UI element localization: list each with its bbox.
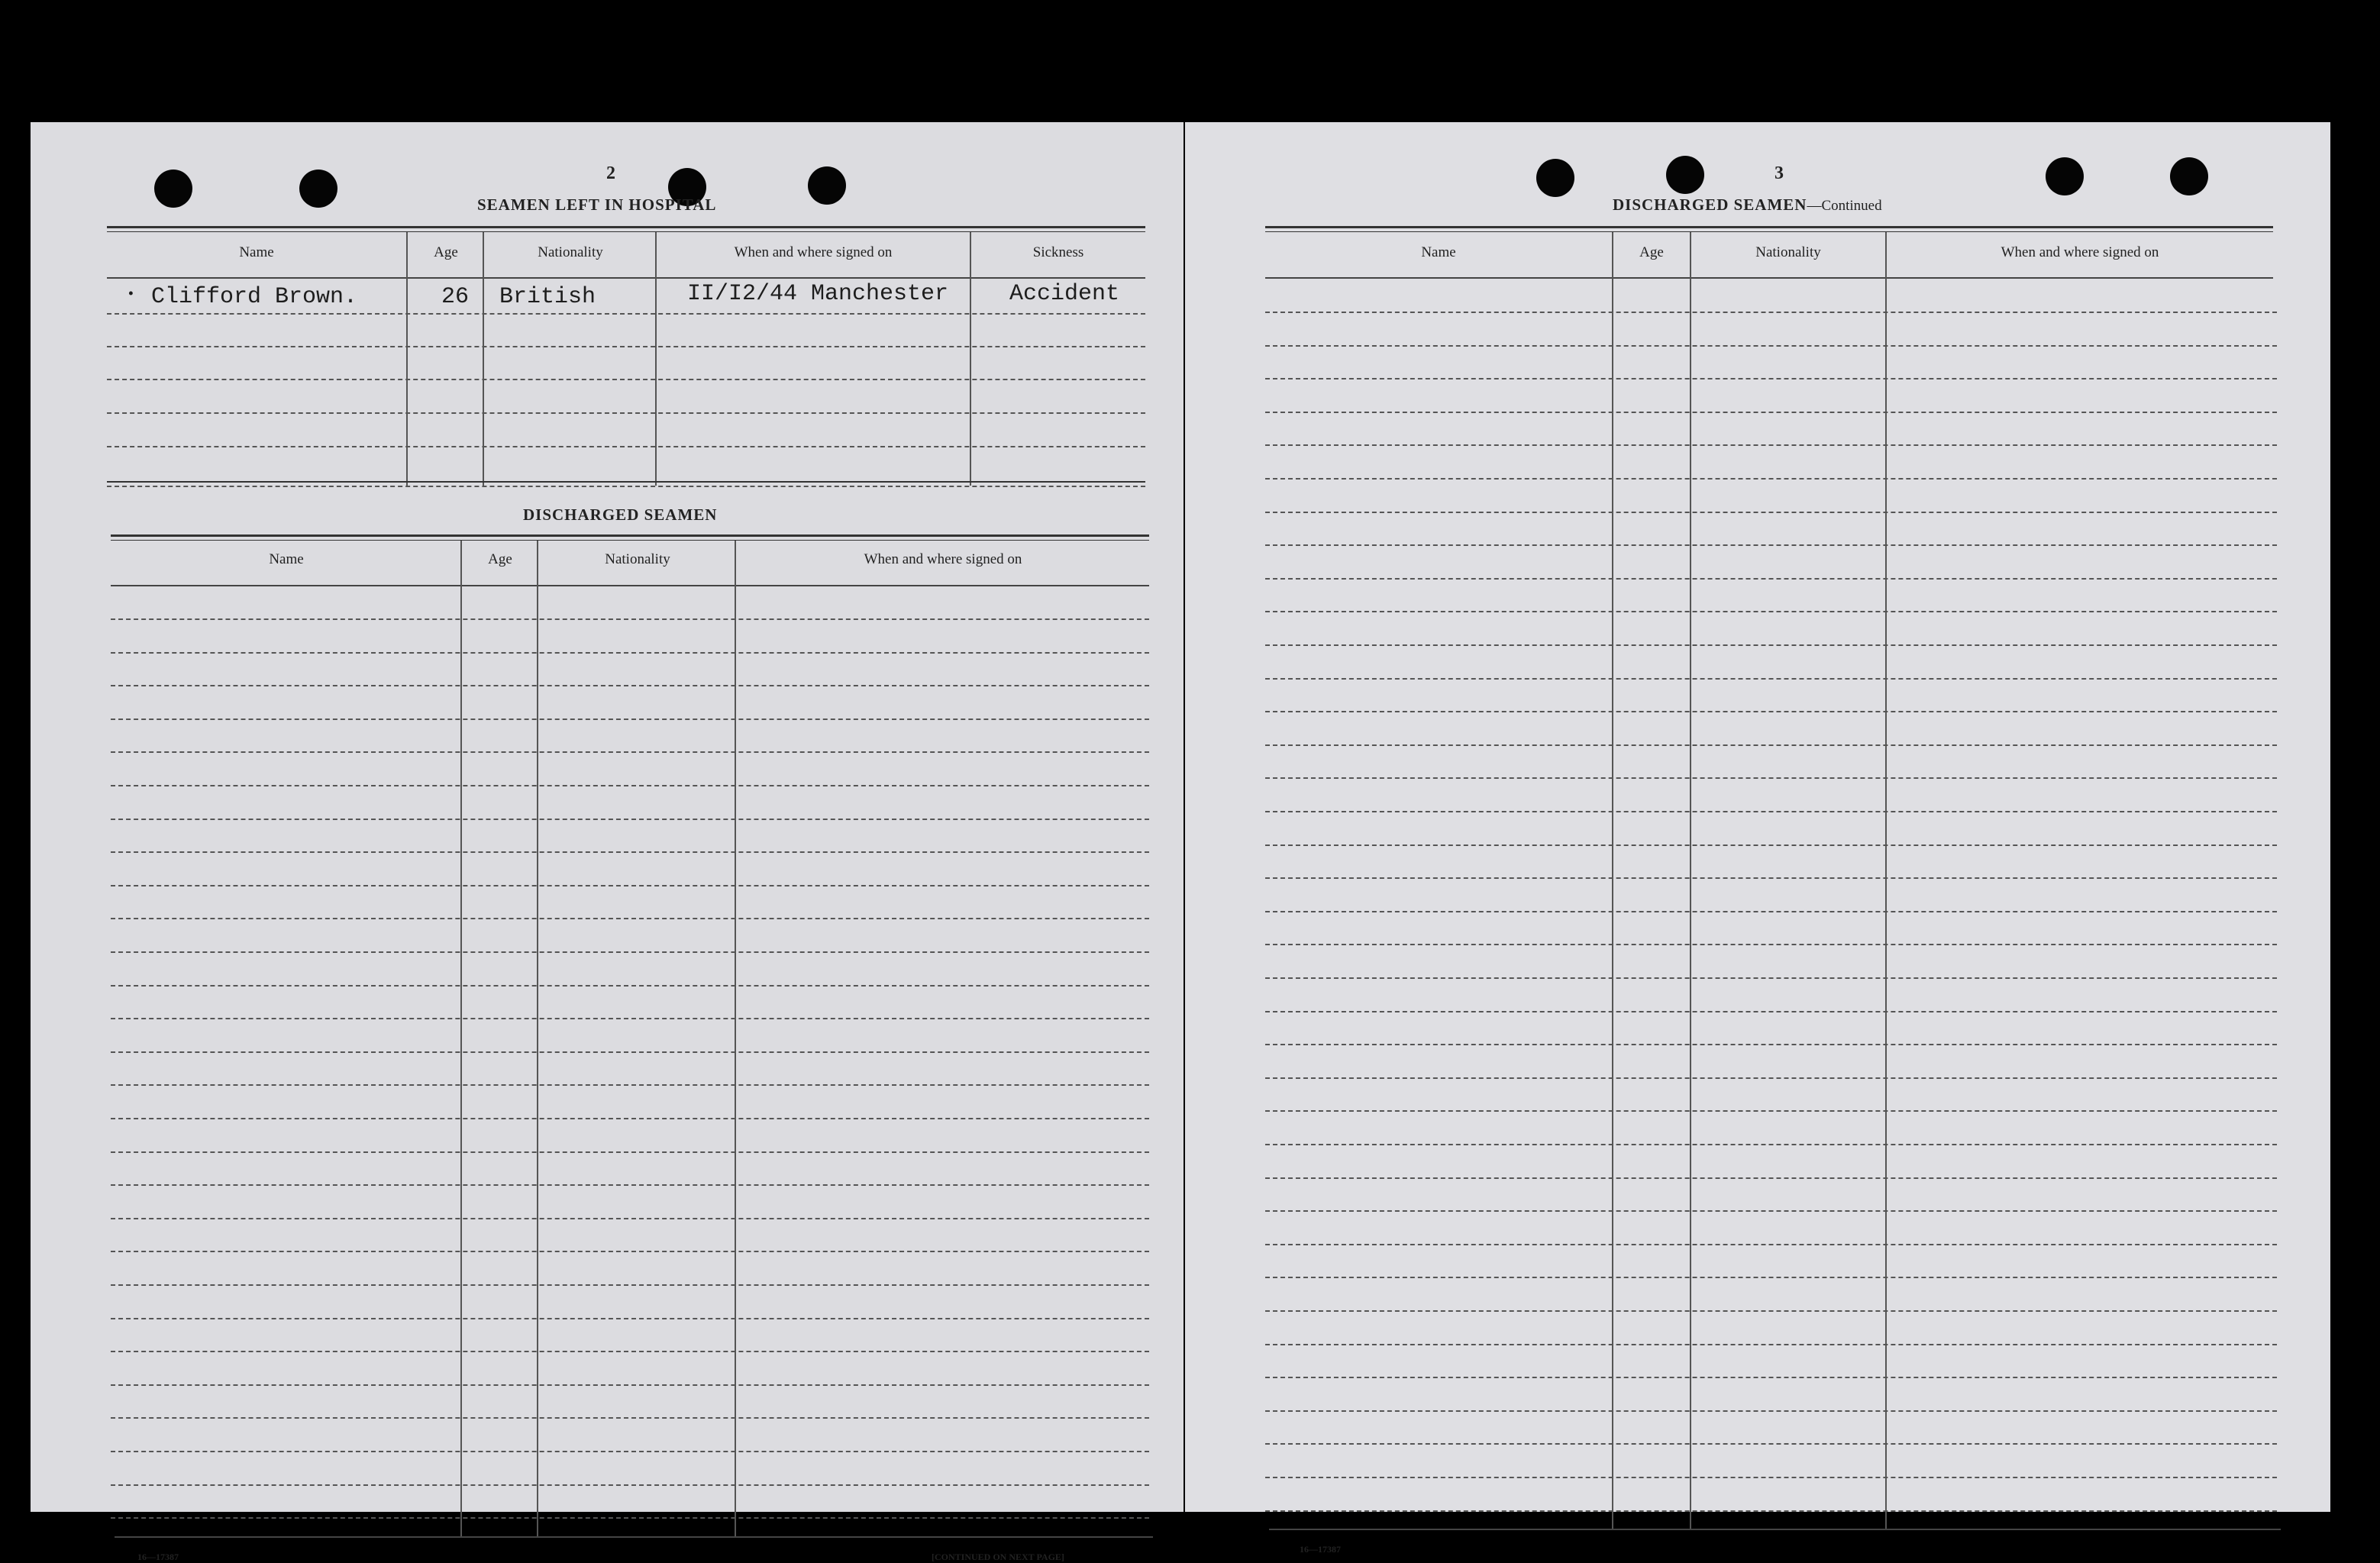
punch-hole	[299, 170, 337, 208]
row-line	[1265, 378, 2277, 379]
row-line	[1265, 578, 2277, 580]
table-bottom-rule	[107, 481, 1145, 483]
table-top-rule	[111, 540, 1149, 541]
row-line	[111, 1218, 1149, 1219]
row-marker: •	[127, 287, 135, 302]
row-line	[111, 885, 1149, 886]
row-line	[1265, 711, 2277, 712]
header-underline	[111, 585, 1149, 586]
column-divider	[1612, 232, 1613, 1530]
col-header-age: Age	[434, 244, 458, 260]
row-line	[107, 379, 1145, 380]
row-line	[107, 446, 1145, 447]
col-header-age: Age	[488, 551, 512, 567]
row-line	[111, 1051, 1149, 1053]
row-line	[1265, 544, 2277, 546]
row-line	[111, 652, 1149, 654]
row-line	[111, 1184, 1149, 1186]
row-line	[1265, 877, 2277, 879]
row-line	[1265, 911, 2277, 912]
column-divider	[970, 232, 971, 486]
row-line	[111, 685, 1149, 686]
row-line	[111, 1384, 1149, 1386]
row-line	[1265, 312, 2277, 313]
column-divider	[406, 232, 408, 486]
row-line	[111, 1318, 1149, 1319]
row-line	[1265, 944, 2277, 945]
row-line	[1265, 1144, 2277, 1145]
row-line	[111, 1284, 1149, 1286]
left-page	[31, 122, 1184, 1562]
col-header-nationality: Nationality	[605, 551, 670, 567]
row-line	[111, 1484, 1149, 1486]
page-number: 3	[1775, 163, 1784, 183]
row-line	[1265, 512, 2277, 513]
punch-hole	[154, 170, 192, 208]
seaman-age: 26	[441, 284, 470, 310]
seaman-sickness: Accident	[1009, 281, 1120, 307]
row-line	[1265, 478, 2277, 480]
row-line	[111, 985, 1149, 987]
row-line	[1265, 611, 2277, 612]
col-header-name: Name	[269, 551, 304, 567]
table-top-rule	[111, 534, 1149, 537]
punch-hole	[1666, 156, 1704, 194]
form-number: 16—17387	[1300, 1544, 1341, 1555]
row-line	[111, 1351, 1149, 1352]
column-divider	[1885, 232, 1887, 1530]
row-line	[107, 346, 1145, 347]
row-line	[1265, 644, 2277, 646]
row-line	[111, 951, 1149, 953]
row-line	[107, 313, 1145, 315]
column-divider	[1690, 232, 1691, 1530]
table-bottom-rule	[115, 1536, 1153, 1538]
punch-hole	[1536, 159, 1574, 197]
col-header-age: Age	[1639, 244, 1664, 260]
row-line	[111, 819, 1149, 820]
col-header-signed-on: When and where signed on	[864, 551, 1022, 567]
seaman-signed-on: II/I2/44 Manchester	[687, 281, 949, 307]
row-line	[1265, 1344, 2277, 1345]
row-line	[1265, 1011, 2277, 1012]
row-line	[111, 918, 1149, 919]
row-line	[1265, 678, 2277, 680]
row-line	[111, 751, 1149, 753]
punch-hole	[2046, 157, 2084, 195]
col-header-sickness: Sickness	[1032, 244, 1084, 260]
page-number: 2	[606, 163, 615, 183]
row-line	[1265, 1443, 2277, 1445]
row-line	[1265, 744, 2277, 746]
row-line	[111, 1517, 1149, 1519]
row-line	[111, 1084, 1149, 1086]
row-line	[111, 719, 1149, 720]
row-line	[1265, 1177, 2277, 1179]
row-line	[111, 1417, 1149, 1419]
row-line	[1265, 1277, 2277, 1278]
col-header-signed-on: When and where signed on	[734, 244, 893, 260]
row-line	[107, 412, 1145, 414]
header-underline	[107, 277, 1145, 279]
punch-hole	[808, 166, 846, 205]
row-line	[1265, 1110, 2277, 1112]
row-line	[1265, 1244, 2277, 1245]
row-line	[111, 1151, 1149, 1153]
column-divider	[460, 541, 462, 1538]
form-number: 16—17387	[137, 1552, 179, 1562]
header-underline	[1265, 277, 2273, 279]
row-line	[1265, 844, 2277, 846]
row-line	[1265, 1410, 2277, 1412]
row-line	[111, 1451, 1149, 1452]
row-line	[1265, 1477, 2277, 1478]
col-header-nationality: Nationality	[1755, 244, 1821, 260]
table-bottom-rule	[1269, 1529, 2281, 1530]
seaman-nationality: British	[499, 284, 596, 310]
table-bottom-rule	[107, 486, 1145, 487]
continued-note: [CONTINUED ON NEXT PAGE]	[932, 1552, 1064, 1562]
row-line	[1265, 412, 2277, 413]
row-line	[1265, 444, 2277, 446]
row-line	[1265, 1377, 2277, 1378]
row-line	[1265, 1310, 2277, 1312]
col-header-name: Name	[1421, 244, 1456, 260]
row-line	[111, 618, 1149, 620]
seaman-name: Clifford Brown.	[151, 284, 358, 310]
row-line	[111, 851, 1149, 853]
table-top-rule	[107, 226, 1145, 228]
column-divider	[735, 541, 736, 1538]
row-line	[1265, 811, 2277, 812]
column-divider	[537, 541, 538, 1538]
row-line	[1265, 1210, 2277, 1212]
discharged-continued-title	[1613, 195, 1882, 215]
right-page	[1185, 122, 2330, 1555]
row-line	[1265, 345, 2277, 347]
row-line	[1265, 1077, 2277, 1079]
row-line	[1265, 1510, 2277, 1512]
row-line	[1265, 777, 2277, 779]
hospital-section-title: SEAMEN LEFT IN HOSPITAL	[477, 195, 717, 214]
table-top-rule	[107, 231, 1145, 232]
punch-hole	[2170, 157, 2208, 195]
section-title-text: DISCHARGED SEAMEN	[1613, 195, 1807, 214]
column-divider	[655, 232, 657, 486]
col-header-signed-on: When and where signed on	[2001, 244, 2159, 260]
row-line	[111, 1018, 1149, 1019]
section-title-suffix: —Continued	[1807, 198, 1882, 214]
row-line	[111, 1251, 1149, 1252]
table-top-rule	[1265, 226, 2273, 228]
row-line	[111, 785, 1149, 786]
discharged-section-title: DISCHARGED SEAMEN	[523, 505, 718, 524]
row-line	[1265, 1044, 2277, 1045]
column-divider	[483, 232, 484, 486]
col-header-name: Name	[239, 244, 274, 260]
row-line	[1265, 977, 2277, 979]
col-header-nationality: Nationality	[538, 244, 603, 260]
row-line	[111, 1118, 1149, 1119]
table-top-rule	[1265, 231, 2273, 232]
